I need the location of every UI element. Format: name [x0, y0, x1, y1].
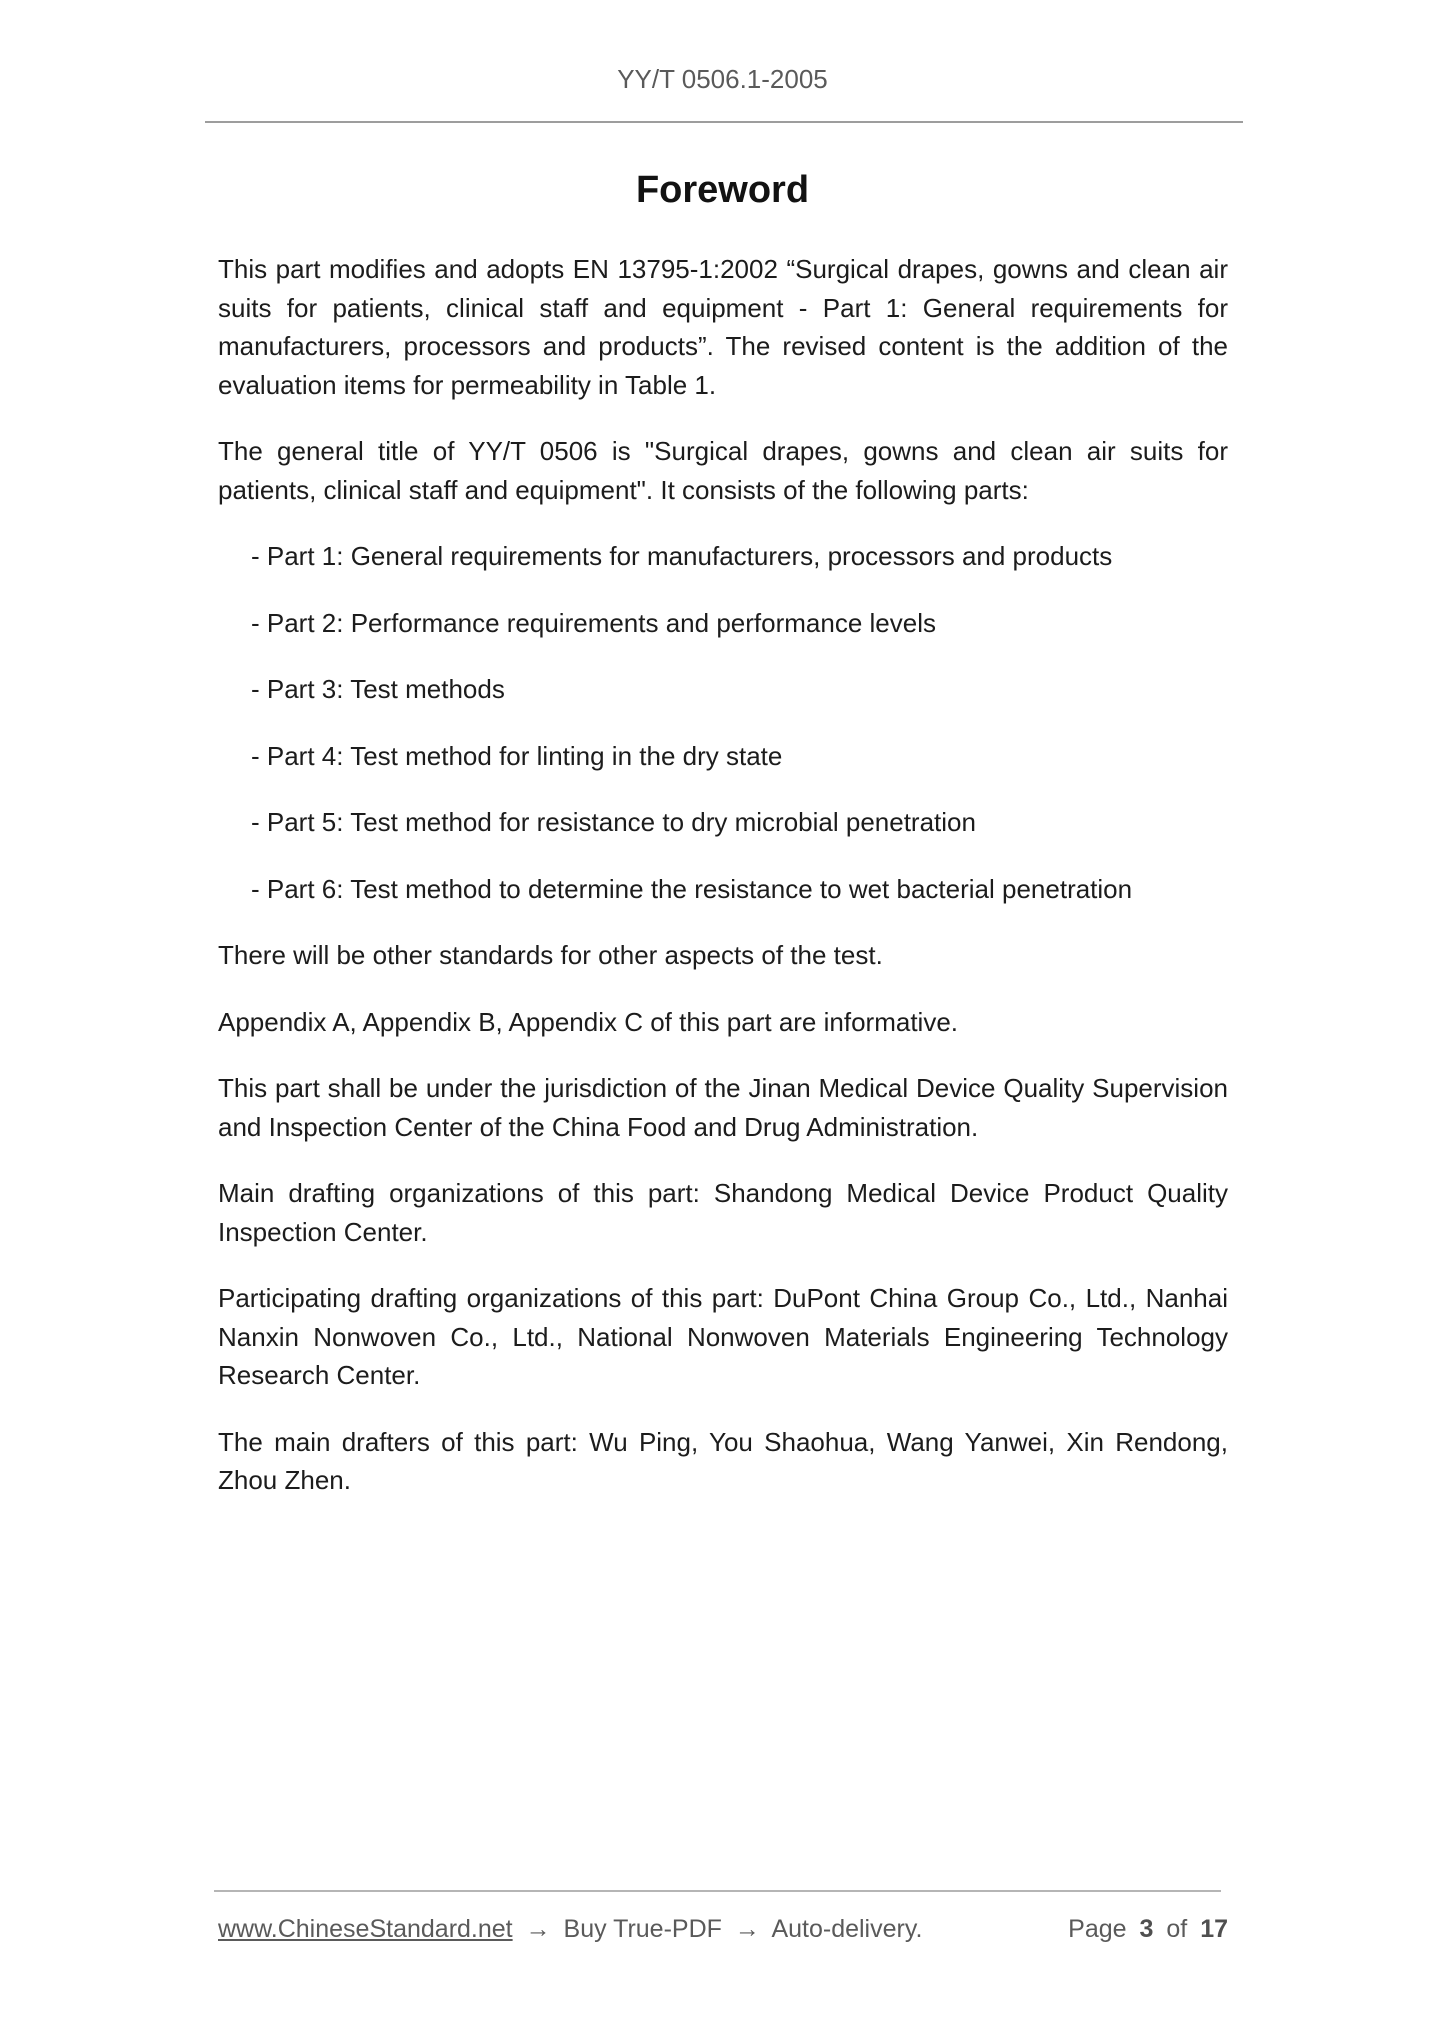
general-title-paragraph: The general title of YY/T 0506 is "Surgical drapes, gowns and clean air suits for patients, clinical staff and equipment". It consists of the following parts:: [218, 436, 1228, 505]
footer-site-link[interactable]: www.ChineseStandard.net: [218, 1915, 513, 1943]
intro-paragraph: This part modifies and adopts EN 13795-1:2002 “Surgical drapes, gowns and clean air suits for patients, clinical staff and equipment - Part 1: General requirements for manufacturers, processors and products”. The revised content is the addition of the evaluation items for permeability in Table 1.: [218, 254, 1228, 400]
appendix-paragraph: Appendix A, Appendix B, Appendix C of this part are informative.: [218, 1006, 958, 1037]
of-label: of: [1166, 1915, 1188, 1943]
page-number-indicator: [1068, 1913, 1228, 1945]
total-page-number: 17: [1200, 1915, 1228, 1943]
header-divider: [205, 121, 1243, 123]
footer-buy-label: Buy True-PDF: [563, 1915, 722, 1943]
participating-org-paragraph: Participating drafting organizations of this part: DuPont China Group Co., Ltd., Nanhai Nanxin Nonwoven Co., Ltd., National Nonwoven Materials Engineering Technology Research Center.: [218, 1283, 1228, 1390]
part-list-item-3: - Part 3: Test methods: [251, 674, 505, 704]
part-list-item-5: - Part 5: Test method for resistance to dry microbial penetration: [251, 807, 976, 837]
page-title: Foreword: [635, 169, 810, 211]
arrow-right-icon: →: [734, 1915, 760, 1943]
page-footer: [218, 1913, 1228, 1945]
drafting-org-paragraph: Main drafting organizations of this part: Shandong Medical Device Product Quality Inspection Center.: [218, 1178, 1228, 1247]
footer-divider: [214, 1890, 1221, 1892]
header-doc-number: YY/T 0506.1-2005: [617, 64, 828, 94]
page-label: Page: [1068, 1915, 1127, 1943]
footer-source-line: [218, 1913, 928, 1945]
other-standards-paragraph: There will be other standards for other aspects of the test.: [218, 940, 883, 970]
arrow-right-icon: →: [525, 1915, 551, 1943]
footer-delivery-label: Auto-delivery.: [771, 1915, 923, 1943]
part-list-item-2: - Part 2: Performance requirements and performance levels: [251, 607, 936, 638]
part-list-item-1: - Part 1: General requirements for manufacturers, processors and products: [251, 541, 1113, 571]
current-page-number: 3: [1139, 1915, 1154, 1943]
jurisdiction-paragraph: This part shall be under the jurisdiction of the Jinan Medical Device Quality Supervision and Inspection Center of the China Food and Drug Administration.: [218, 1073, 1228, 1142]
foreword-body: [218, 250, 1228, 1528]
part-list-item-6: - Part 6: Test method to determine the resistance to wet bacterial penetration: [251, 873, 1133, 904]
drafters-paragraph: The main drafters of this part: Wu Ping, You Shaohua, Wang Yanwei, Xin Rendong, Zhou Zhen.: [218, 1426, 1228, 1495]
part-list-item-4: - Part 4: Test method for linting in the dry state: [251, 740, 783, 771]
